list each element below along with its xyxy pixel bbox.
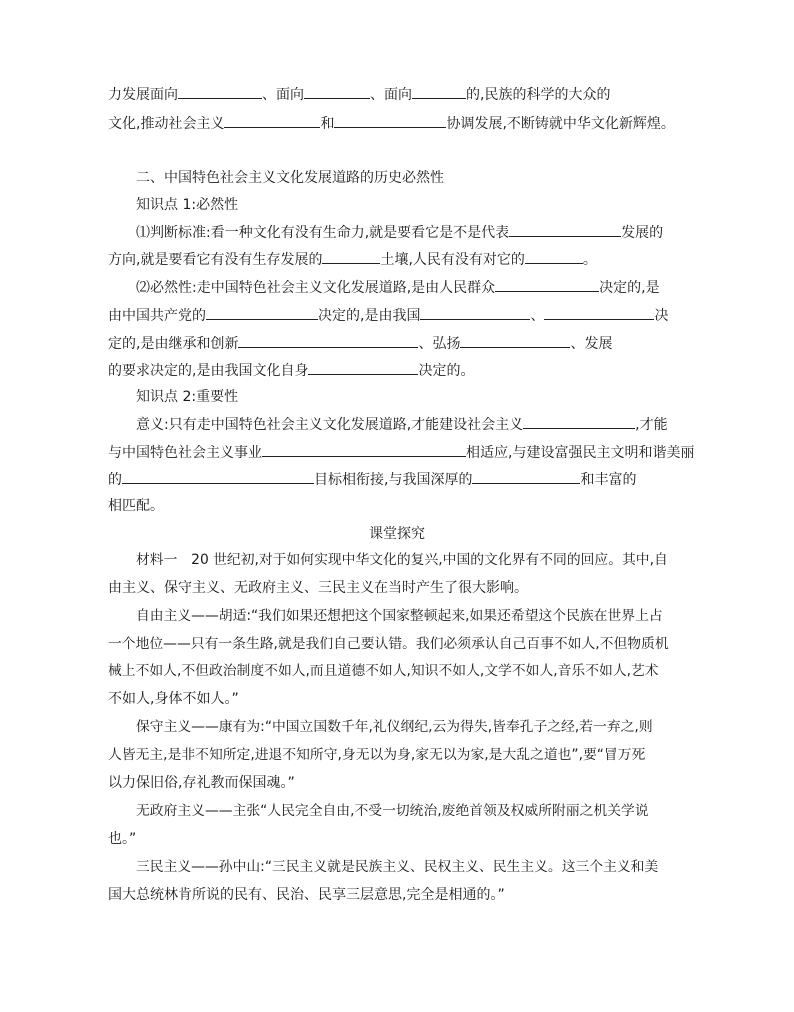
text-line: 以力保旧俗,存礼教而保国魂。” bbox=[108, 775, 295, 791]
text-span: 决定的。 bbox=[418, 363, 475, 379]
text-span: 决 bbox=[654, 308, 669, 324]
text-span: 由中国共产党的 bbox=[108, 308, 206, 324]
text-line: 人皆无主,是非不知所定,进退不知所守,身无以为身,家无以为家,是大乱之道也”,要“冒万死 bbox=[108, 747, 646, 763]
text-span: 和丰富的 bbox=[580, 472, 637, 488]
text-span: 、面向 bbox=[262, 87, 304, 103]
fill-blank bbox=[523, 414, 635, 429]
text-line bbox=[108, 249, 597, 270]
text-span: 协调发展,不断铸就中华文化新辉煌。 bbox=[446, 116, 675, 132]
text-span: 。 bbox=[582, 252, 597, 268]
text-span: 土壤,人民有没有对它的 bbox=[380, 252, 525, 268]
text-line: 也。” bbox=[108, 831, 137, 847]
text-span: 的要求决定的,是由我国文化自身 bbox=[108, 363, 309, 379]
text-span: 意义:只有走中国特色社会主义文化发展道路,才能建设社会主义 bbox=[136, 417, 524, 433]
text-line bbox=[136, 414, 668, 435]
fill-blank bbox=[525, 249, 583, 264]
text-line: 无政府主义——主张“人民完全自由,不受一切统治,废绝首领及权威所附丽之机关学说 bbox=[136, 803, 649, 819]
text-span: 的 bbox=[108, 472, 122, 488]
text-span: 、弘扬 bbox=[418, 336, 461, 352]
text-span: ,才能 bbox=[635, 417, 668, 433]
text-line bbox=[108, 442, 694, 463]
text-span: 、面向 bbox=[370, 87, 412, 103]
text-span: 发展的 bbox=[621, 225, 664, 241]
text-line bbox=[108, 360, 474, 381]
fill-blank bbox=[412, 84, 466, 99]
text-span: 力发展面向 bbox=[108, 87, 178, 103]
text-line: 不如人,身体不如人。” bbox=[108, 691, 239, 707]
fill-blank bbox=[495, 277, 599, 292]
text-span: 和 bbox=[320, 116, 335, 132]
fill-blank bbox=[206, 305, 318, 320]
text-span: 定的,是由继承和创新 bbox=[108, 336, 239, 352]
text-line bbox=[108, 469, 636, 490]
fill-blank bbox=[308, 360, 418, 375]
text-line: 一个地位——只有一条生路,就是我们自己要认错。我们必须承认自己百事不如人,不但物质机 bbox=[108, 636, 669, 652]
text-line bbox=[108, 305, 668, 326]
fill-blank bbox=[122, 469, 314, 484]
text-line: 械上不如人,不但政治制度不如人,而且道德不如人,知识不如人,文学不如人,音乐不如人,艺术 bbox=[108, 663, 659, 679]
text-span: ⑵必然性:走中国特色社会主义文化发展道路,是由人民群众 bbox=[136, 280, 496, 296]
fill-blank bbox=[304, 84, 370, 99]
text-span: 决定的,是由我国 bbox=[318, 308, 421, 324]
text-line bbox=[108, 333, 612, 354]
text-span: 相适应,与建设富强民主文明和谐美丽 bbox=[466, 445, 695, 461]
text-line: 国大总统林肯所说的民有、民治、民享三层意思,完全是相通的。” bbox=[108, 887, 505, 903]
fill-blank bbox=[420, 305, 530, 320]
text-span: 文化,推动社会主义 bbox=[108, 116, 225, 132]
text-line: 自由主义——胡适:“我们如果还想把这个国家整顿起来,如果还希望这个民族在世界上占 bbox=[136, 608, 663, 624]
fill-blank bbox=[334, 113, 446, 128]
text-span: 与中国特色社会主义事业 bbox=[108, 445, 262, 461]
fill-blank bbox=[238, 333, 418, 348]
fill-blank bbox=[262, 442, 466, 457]
text-span: 目标相衔接,与我国深厚的 bbox=[314, 472, 473, 488]
text-span: 、 bbox=[530, 308, 545, 324]
text-line: 三民主义——孙中山:“三民主义就是民族主义、民权主义、民生主义。这三个主义和美 bbox=[136, 859, 659, 875]
section-heading: 二、中国特色社会主义文化发展道路的历史必然性 bbox=[136, 170, 444, 186]
text-line bbox=[108, 84, 610, 105]
text-line bbox=[136, 277, 660, 298]
knowledge-point-title: 知识点 2:重要性 bbox=[136, 389, 239, 405]
fill-blank bbox=[460, 333, 570, 348]
text-line: 材料一 20 世纪初,对于如何实现中华文化的复兴,中国的文化界有不同的回应。其中,自 bbox=[136, 552, 668, 568]
fill-blank bbox=[322, 249, 380, 264]
fill-blank bbox=[472, 469, 580, 484]
fill-blank bbox=[544, 305, 654, 320]
knowledge-point-title: 知识点 1:必然性 bbox=[136, 197, 239, 213]
text-span: 的,民族的科学的大众的 bbox=[466, 87, 611, 103]
fill-blank bbox=[178, 84, 262, 99]
fill-blank bbox=[509, 222, 621, 237]
text-span: ⑴判断标准:看一种文化有没有生命力,就是要看它是不是代表 bbox=[136, 225, 510, 241]
text-line: 相匹配。 bbox=[108, 498, 164, 514]
text-line: 由主义、保守主义、无政府主义、三民主义在当时产生了很大影响。 bbox=[108, 580, 528, 596]
text-line bbox=[136, 222, 663, 243]
text-span: 决定的,是 bbox=[599, 280, 660, 296]
text-line bbox=[108, 113, 675, 134]
fill-blank bbox=[224, 113, 320, 128]
text-line: 保守主义——康有为:“中国立国数千年,礼仪纲纪,云为得失,皆奉孔子之经,若一弃之,则 bbox=[136, 719, 653, 735]
section-title: 课堂探究 bbox=[369, 526, 425, 542]
text-span: 、发展 bbox=[570, 336, 613, 352]
text-span: 方向,就是要看它有没有生存发展的 bbox=[108, 252, 323, 268]
